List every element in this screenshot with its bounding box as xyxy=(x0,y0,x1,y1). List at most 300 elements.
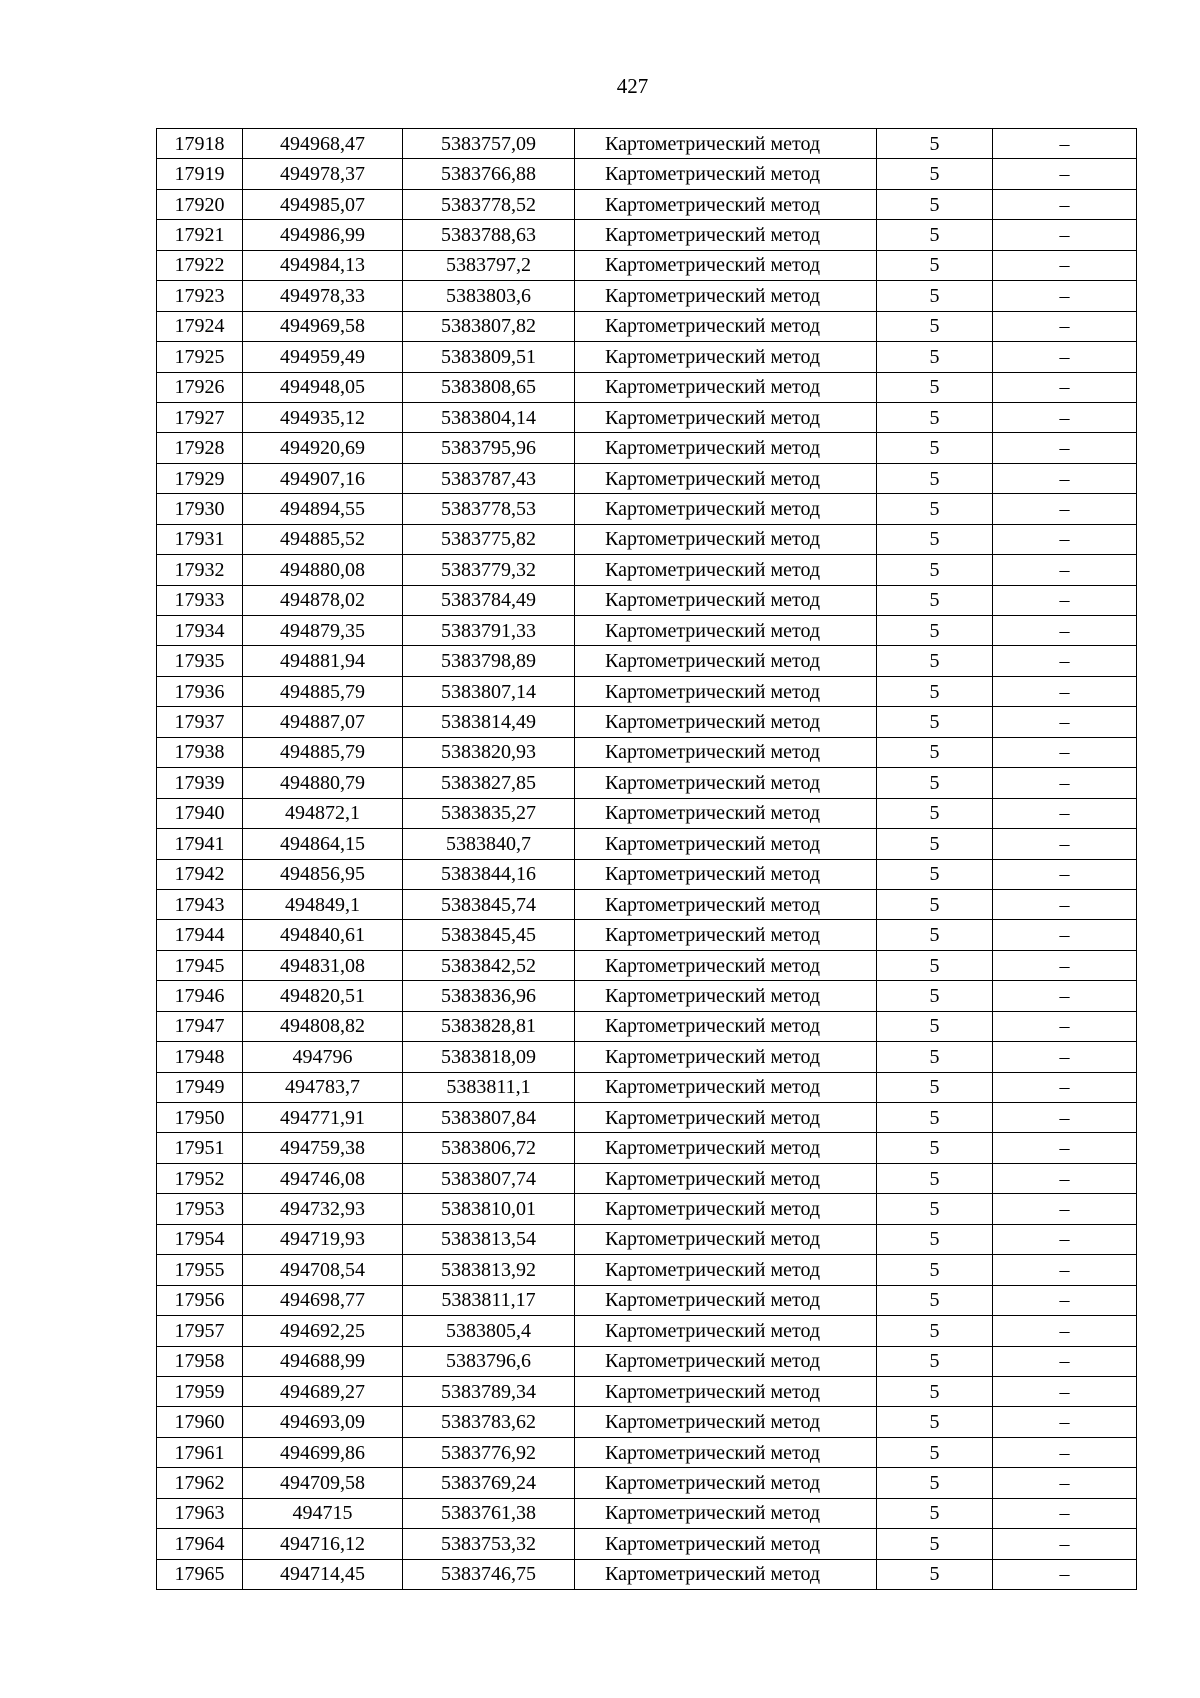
table-row xyxy=(157,281,1137,311)
x-coordinate-cell: 494849,1 xyxy=(243,889,403,919)
x-coordinate-cell: 494880,08 xyxy=(243,555,403,585)
note-cell: – xyxy=(993,616,1137,646)
method-cell: Картометрический метод xyxy=(575,1103,877,1133)
x-coordinate-cell: 494978,33 xyxy=(243,281,403,311)
table-row xyxy=(157,768,1137,798)
y-coordinate-cell: 5383797,2 xyxy=(403,250,575,280)
y-coordinate-cell: 5383776,92 xyxy=(403,1437,575,1467)
accuracy-cell: 5 xyxy=(877,342,993,372)
y-coordinate-cell: 5383809,51 xyxy=(403,342,575,372)
accuracy-cell: 5 xyxy=(877,585,993,615)
y-coordinate-cell: 5383803,6 xyxy=(403,281,575,311)
method-cell: Картометрический метод xyxy=(575,189,877,219)
table-row xyxy=(157,1468,1137,1498)
point-number-cell: 17936 xyxy=(157,676,243,706)
method-cell: Картометрический метод xyxy=(575,1529,877,1559)
x-coordinate-cell: 494887,07 xyxy=(243,707,403,737)
method-cell: Картометрический метод xyxy=(575,859,877,889)
point-number-cell: 17962 xyxy=(157,1468,243,1498)
accuracy-cell: 5 xyxy=(877,402,993,432)
method-cell: Картометрический метод xyxy=(575,1285,877,1315)
table-row xyxy=(157,1437,1137,1467)
table-row xyxy=(157,616,1137,646)
accuracy-cell: 5 xyxy=(877,1285,993,1315)
note-cell: – xyxy=(993,1072,1137,1102)
accuracy-cell: 5 xyxy=(877,1163,993,1193)
method-cell: Картометрический метод xyxy=(575,950,877,980)
accuracy-cell: 5 xyxy=(877,1011,993,1041)
method-cell: Картометрический метод xyxy=(575,494,877,524)
note-cell: – xyxy=(993,798,1137,828)
note-cell: – xyxy=(993,129,1137,159)
note-cell: – xyxy=(993,281,1137,311)
note-cell: – xyxy=(993,372,1137,402)
note-cell: – xyxy=(993,1407,1137,1437)
accuracy-cell: 5 xyxy=(877,281,993,311)
note-cell: – xyxy=(993,1255,1137,1285)
y-coordinate-cell: 5383808,65 xyxy=(403,372,575,402)
method-cell: Картометрический метод xyxy=(575,1133,877,1163)
note-cell: – xyxy=(993,981,1137,1011)
x-coordinate-cell: 494808,82 xyxy=(243,1011,403,1041)
note-cell: – xyxy=(993,859,1137,889)
table-row xyxy=(157,798,1137,828)
table-row xyxy=(157,311,1137,341)
y-coordinate-cell: 5383766,88 xyxy=(403,159,575,189)
note-cell: – xyxy=(993,1559,1137,1589)
x-coordinate-cell: 494698,77 xyxy=(243,1285,403,1315)
note-cell: – xyxy=(993,829,1137,859)
x-coordinate-cell: 494864,15 xyxy=(243,829,403,859)
y-coordinate-cell: 5383845,74 xyxy=(403,889,575,919)
table-row xyxy=(157,1011,1137,1041)
accuracy-cell: 5 xyxy=(877,1103,993,1133)
accuracy-cell: 5 xyxy=(877,1042,993,1072)
point-number-cell: 17945 xyxy=(157,950,243,980)
accuracy-cell: 5 xyxy=(877,129,993,159)
note-cell: – xyxy=(993,220,1137,250)
y-coordinate-cell: 5383787,43 xyxy=(403,463,575,493)
accuracy-cell: 5 xyxy=(877,1529,993,1559)
x-coordinate-cell: 494885,79 xyxy=(243,737,403,767)
x-coordinate-cell: 494985,07 xyxy=(243,189,403,219)
accuracy-cell: 5 xyxy=(877,829,993,859)
accuracy-cell: 5 xyxy=(877,768,993,798)
note-cell: – xyxy=(993,676,1137,706)
table-row xyxy=(157,1194,1137,1224)
accuracy-cell: 5 xyxy=(877,555,993,585)
y-coordinate-cell: 5383840,7 xyxy=(403,829,575,859)
method-cell: Картометрический метод xyxy=(575,829,877,859)
table-row xyxy=(157,1042,1137,1072)
y-coordinate-cell: 5383818,09 xyxy=(403,1042,575,1072)
method-cell: Картометрический метод xyxy=(575,281,877,311)
point-number-cell: 17951 xyxy=(157,1133,243,1163)
y-coordinate-cell: 5383806,72 xyxy=(403,1133,575,1163)
x-coordinate-cell: 494880,79 xyxy=(243,768,403,798)
table-row xyxy=(157,1498,1137,1528)
y-coordinate-cell: 5383844,16 xyxy=(403,859,575,889)
x-coordinate-cell: 494948,05 xyxy=(243,372,403,402)
method-cell: Картометрический метод xyxy=(575,889,877,919)
accuracy-cell: 5 xyxy=(877,524,993,554)
method-cell: Картометрический метод xyxy=(575,1316,877,1346)
y-coordinate-cell: 5383779,32 xyxy=(403,555,575,585)
accuracy-cell: 5 xyxy=(877,1407,993,1437)
point-number-cell: 17939 xyxy=(157,768,243,798)
x-coordinate-cell: 494879,35 xyxy=(243,616,403,646)
x-coordinate-cell: 494771,91 xyxy=(243,1103,403,1133)
y-coordinate-cell: 5383783,62 xyxy=(403,1407,575,1437)
y-coordinate-cell: 5383807,84 xyxy=(403,1103,575,1133)
y-coordinate-cell: 5383814,49 xyxy=(403,707,575,737)
method-cell: Картометрический метод xyxy=(575,342,877,372)
accuracy-cell: 5 xyxy=(877,1133,993,1163)
y-coordinate-cell: 5383798,89 xyxy=(403,646,575,676)
point-number-cell: 17931 xyxy=(157,524,243,554)
note-cell: – xyxy=(993,342,1137,372)
table-row xyxy=(157,129,1137,159)
table-row xyxy=(157,1559,1137,1589)
accuracy-cell: 5 xyxy=(877,859,993,889)
y-coordinate-cell: 5383827,85 xyxy=(403,768,575,798)
point-number-cell: 17947 xyxy=(157,1011,243,1041)
point-number-cell: 17919 xyxy=(157,159,243,189)
table-row xyxy=(157,494,1137,524)
x-coordinate-cell: 494716,12 xyxy=(243,1529,403,1559)
x-coordinate-cell: 494872,1 xyxy=(243,798,403,828)
table-row xyxy=(157,189,1137,219)
accuracy-cell: 5 xyxy=(877,250,993,280)
table-row xyxy=(157,1285,1137,1315)
y-coordinate-cell: 5383791,33 xyxy=(403,616,575,646)
note-cell: – xyxy=(993,433,1137,463)
table-row xyxy=(157,676,1137,706)
x-coordinate-cell: 494885,52 xyxy=(243,524,403,554)
note-cell: – xyxy=(993,920,1137,950)
note-cell: – xyxy=(993,1468,1137,1498)
page-number: 427 xyxy=(616,74,649,98)
point-number-cell: 17928 xyxy=(157,433,243,463)
point-number-cell: 17930 xyxy=(157,494,243,524)
point-number-cell: 17957 xyxy=(157,1316,243,1346)
table-row xyxy=(157,585,1137,615)
method-cell: Картометрический метод xyxy=(575,1163,877,1193)
table-row xyxy=(157,737,1137,767)
y-coordinate-cell: 5383757,09 xyxy=(403,129,575,159)
y-coordinate-cell: 5383828,81 xyxy=(403,1011,575,1041)
x-coordinate-cell: 494693,09 xyxy=(243,1407,403,1437)
note-cell: – xyxy=(993,1529,1137,1559)
y-coordinate-cell: 5383788,63 xyxy=(403,220,575,250)
table-row xyxy=(157,372,1137,402)
x-coordinate-cell: 494708,54 xyxy=(243,1255,403,1285)
x-coordinate-cell: 494709,58 xyxy=(243,1468,403,1498)
point-number-cell: 17942 xyxy=(157,859,243,889)
point-number-cell: 17960 xyxy=(157,1407,243,1437)
accuracy-cell: 5 xyxy=(877,981,993,1011)
method-cell: Картометрический метод xyxy=(575,981,877,1011)
x-coordinate-cell: 494856,95 xyxy=(243,859,403,889)
y-coordinate-cell: 5383813,92 xyxy=(403,1255,575,1285)
method-cell: Картометрический метод xyxy=(575,1194,877,1224)
method-cell: Картометрический метод xyxy=(575,129,877,159)
x-coordinate-cell: 494907,16 xyxy=(243,463,403,493)
y-coordinate-cell: 5383804,14 xyxy=(403,402,575,432)
table-row xyxy=(157,250,1137,280)
x-coordinate-cell: 494688,99 xyxy=(243,1346,403,1376)
x-coordinate-cell: 494978,37 xyxy=(243,159,403,189)
point-number-cell: 17923 xyxy=(157,281,243,311)
point-number-cell: 17953 xyxy=(157,1194,243,1224)
table-row xyxy=(157,1376,1137,1406)
accuracy-cell: 5 xyxy=(877,433,993,463)
point-number-cell: 17943 xyxy=(157,889,243,919)
x-coordinate-cell: 494715 xyxy=(243,1498,403,1528)
point-number-cell: 17961 xyxy=(157,1437,243,1467)
x-coordinate-cell: 494935,12 xyxy=(243,402,403,432)
table-row xyxy=(157,463,1137,493)
point-number-cell: 17929 xyxy=(157,463,243,493)
point-number-cell: 17948 xyxy=(157,1042,243,1072)
y-coordinate-cell: 5383775,82 xyxy=(403,524,575,554)
x-coordinate-cell: 494746,08 xyxy=(243,1163,403,1193)
accuracy-cell: 5 xyxy=(877,494,993,524)
table-row xyxy=(157,920,1137,950)
y-coordinate-cell: 5383753,32 xyxy=(403,1529,575,1559)
method-cell: Картометрический метод xyxy=(575,1376,877,1406)
point-number-cell: 17949 xyxy=(157,1072,243,1102)
method-cell: Картометрический метод xyxy=(575,737,877,767)
point-number-cell: 17922 xyxy=(157,250,243,280)
x-coordinate-cell: 494820,51 xyxy=(243,981,403,1011)
method-cell: Картометрический метод xyxy=(575,402,877,432)
note-cell: – xyxy=(993,1163,1137,1193)
method-cell: Картометрический метод xyxy=(575,372,877,402)
y-coordinate-cell: 5383796,6 xyxy=(403,1346,575,1376)
y-coordinate-cell: 5383784,49 xyxy=(403,585,575,615)
note-cell: – xyxy=(993,950,1137,980)
accuracy-cell: 5 xyxy=(877,1224,993,1254)
y-coordinate-cell: 5383813,54 xyxy=(403,1224,575,1254)
x-coordinate-cell: 494699,86 xyxy=(243,1437,403,1467)
note-cell: – xyxy=(993,585,1137,615)
x-coordinate-cell: 494968,47 xyxy=(243,129,403,159)
y-coordinate-cell: 5383778,53 xyxy=(403,494,575,524)
note-cell: – xyxy=(993,889,1137,919)
note-cell: – xyxy=(993,1042,1137,1072)
method-cell: Картометрический метод xyxy=(575,616,877,646)
method-cell: Картометрический метод xyxy=(575,920,877,950)
accuracy-cell: 5 xyxy=(877,1498,993,1528)
method-cell: Картометрический метод xyxy=(575,1255,877,1285)
x-coordinate-cell: 494920,69 xyxy=(243,433,403,463)
method-cell: Картометрический метод xyxy=(575,1437,877,1467)
accuracy-cell: 5 xyxy=(877,616,993,646)
table-row xyxy=(157,524,1137,554)
y-coordinate-cell: 5383810,01 xyxy=(403,1194,575,1224)
table-row xyxy=(157,829,1137,859)
point-number-cell: 17937 xyxy=(157,707,243,737)
accuracy-cell: 5 xyxy=(877,950,993,980)
method-cell: Картометрический метод xyxy=(575,768,877,798)
y-coordinate-cell: 5383807,82 xyxy=(403,311,575,341)
x-coordinate-cell: 494959,49 xyxy=(243,342,403,372)
point-number-cell: 17946 xyxy=(157,981,243,1011)
point-number-cell: 17933 xyxy=(157,585,243,615)
point-number-cell: 17935 xyxy=(157,646,243,676)
accuracy-cell: 5 xyxy=(877,372,993,402)
point-number-cell: 17964 xyxy=(157,1529,243,1559)
note-cell: – xyxy=(993,555,1137,585)
y-coordinate-cell: 5383807,74 xyxy=(403,1163,575,1193)
note-cell: – xyxy=(993,311,1137,341)
x-coordinate-cell: 494689,27 xyxy=(243,1376,403,1406)
point-number-cell: 17924 xyxy=(157,311,243,341)
y-coordinate-cell: 5383820,93 xyxy=(403,737,575,767)
note-cell: – xyxy=(993,646,1137,676)
y-coordinate-cell: 5383842,52 xyxy=(403,950,575,980)
note-cell: – xyxy=(993,1103,1137,1133)
table-row xyxy=(157,1072,1137,1102)
accuracy-cell: 5 xyxy=(877,889,993,919)
note-cell: – xyxy=(993,1194,1137,1224)
accuracy-cell: 5 xyxy=(877,463,993,493)
point-number-cell: 17918 xyxy=(157,129,243,159)
accuracy-cell: 5 xyxy=(877,189,993,219)
accuracy-cell: 5 xyxy=(877,1376,993,1406)
table-row xyxy=(157,433,1137,463)
y-coordinate-cell: 5383811,1 xyxy=(403,1072,575,1102)
point-number-cell: 17959 xyxy=(157,1376,243,1406)
note-cell: – xyxy=(993,1498,1137,1528)
point-number-cell: 17925 xyxy=(157,342,243,372)
accuracy-cell: 5 xyxy=(877,311,993,341)
method-cell: Картометрический метод xyxy=(575,798,877,828)
note-cell: – xyxy=(993,1011,1137,1041)
point-number-cell: 17954 xyxy=(157,1224,243,1254)
note-cell: – xyxy=(993,402,1137,432)
note-cell: – xyxy=(993,189,1137,219)
note-cell: – xyxy=(993,737,1137,767)
accuracy-cell: 5 xyxy=(877,1316,993,1346)
point-number-cell: 17921 xyxy=(157,220,243,250)
y-coordinate-cell: 5383778,52 xyxy=(403,189,575,219)
note-cell: – xyxy=(993,1224,1137,1254)
method-cell: Картометрический метод xyxy=(575,676,877,706)
point-number-cell: 17926 xyxy=(157,372,243,402)
accuracy-cell: 5 xyxy=(877,707,993,737)
method-cell: Картометрический метод xyxy=(575,1407,877,1437)
table-row xyxy=(157,1346,1137,1376)
point-number-cell: 17965 xyxy=(157,1559,243,1589)
x-coordinate-cell: 494840,61 xyxy=(243,920,403,950)
accuracy-cell: 5 xyxy=(877,1255,993,1285)
table-row xyxy=(157,889,1137,919)
method-cell: Картометрический метод xyxy=(575,707,877,737)
accuracy-cell: 5 xyxy=(877,159,993,189)
point-number-cell: 17944 xyxy=(157,920,243,950)
accuracy-cell: 5 xyxy=(877,1559,993,1589)
y-coordinate-cell: 5383811,17 xyxy=(403,1285,575,1315)
method-cell: Картометрический метод xyxy=(575,1042,877,1072)
x-coordinate-cell: 494986,99 xyxy=(243,220,403,250)
table-row xyxy=(157,1163,1137,1193)
y-coordinate-cell: 5383795,96 xyxy=(403,433,575,463)
note-cell: – xyxy=(993,1316,1137,1346)
point-number-cell: 17938 xyxy=(157,737,243,767)
accuracy-cell: 5 xyxy=(877,220,993,250)
method-cell: Картометрический метод xyxy=(575,555,877,585)
x-coordinate-cell: 494894,55 xyxy=(243,494,403,524)
point-number-cell: 17956 xyxy=(157,1285,243,1315)
method-cell: Картометрический метод xyxy=(575,159,877,189)
y-coordinate-cell: 5383845,45 xyxy=(403,920,575,950)
y-coordinate-cell: 5383746,75 xyxy=(403,1559,575,1589)
note-cell: – xyxy=(993,1376,1137,1406)
x-coordinate-cell: 494878,02 xyxy=(243,585,403,615)
method-cell: Картометрический метод xyxy=(575,1346,877,1376)
note-cell: – xyxy=(993,250,1137,280)
x-coordinate-cell: 494969,58 xyxy=(243,311,403,341)
point-number-cell: 17940 xyxy=(157,798,243,828)
x-coordinate-cell: 494796 xyxy=(243,1042,403,1072)
point-number-cell: 17952 xyxy=(157,1163,243,1193)
note-cell: – xyxy=(993,768,1137,798)
accuracy-cell: 5 xyxy=(877,646,993,676)
x-coordinate-cell: 494984,13 xyxy=(243,250,403,280)
accuracy-cell: 5 xyxy=(877,920,993,950)
method-cell: Картометрический метод xyxy=(575,524,877,554)
point-number-cell: 17934 xyxy=(157,616,243,646)
y-coordinate-cell: 5383836,96 xyxy=(403,981,575,1011)
table-row xyxy=(157,159,1137,189)
method-cell: Картометрический метод xyxy=(575,585,877,615)
y-coordinate-cell: 5383769,24 xyxy=(403,1468,575,1498)
method-cell: Картометрический метод xyxy=(575,1011,877,1041)
accuracy-cell: 5 xyxy=(877,676,993,706)
point-number-cell: 17950 xyxy=(157,1103,243,1133)
accuracy-cell: 5 xyxy=(877,1437,993,1467)
y-coordinate-cell: 5383807,14 xyxy=(403,676,575,706)
method-cell: Картометрический метод xyxy=(575,1072,877,1102)
table-row xyxy=(157,1407,1137,1437)
coordinates-table xyxy=(156,128,1137,1590)
table-row xyxy=(157,402,1137,432)
y-coordinate-cell: 5383805,4 xyxy=(403,1316,575,1346)
point-number-cell: 17955 xyxy=(157,1255,243,1285)
y-coordinate-cell: 5383761,38 xyxy=(403,1498,575,1528)
accuracy-cell: 5 xyxy=(877,1468,993,1498)
table-row xyxy=(157,1255,1137,1285)
x-coordinate-cell: 494881,94 xyxy=(243,646,403,676)
note-cell: – xyxy=(993,159,1137,189)
method-cell: Картометрический метод xyxy=(575,1468,877,1498)
table-row xyxy=(157,950,1137,980)
table-row xyxy=(157,707,1137,737)
table-row xyxy=(157,981,1137,1011)
table-row xyxy=(157,1103,1137,1133)
table-row xyxy=(157,1133,1137,1163)
method-cell: Картометрический метод xyxy=(575,250,877,280)
accuracy-cell: 5 xyxy=(877,1346,993,1376)
x-coordinate-cell: 494759,38 xyxy=(243,1133,403,1163)
table-row xyxy=(157,1316,1137,1346)
note-cell: – xyxy=(993,1437,1137,1467)
method-cell: Картометрический метод xyxy=(575,1224,877,1254)
x-coordinate-cell: 494831,08 xyxy=(243,950,403,980)
table-row xyxy=(157,1529,1137,1559)
